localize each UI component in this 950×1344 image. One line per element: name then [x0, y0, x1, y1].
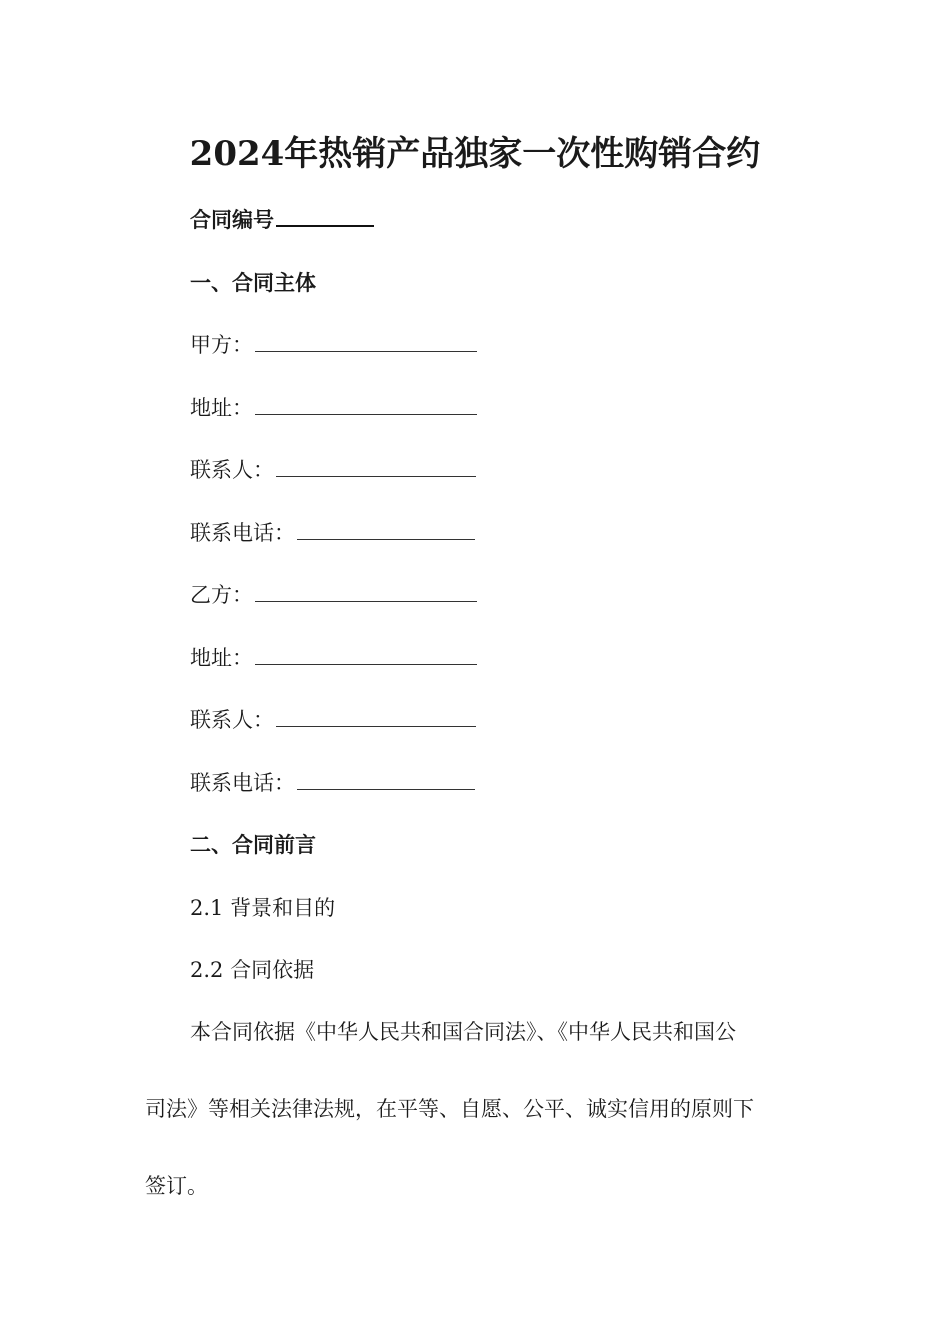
basis-paragraph-line-3: 签订。: [145, 1174, 208, 1198]
document-title: 2024年热销产品独家一次性购销合约: [189, 134, 761, 174]
party-b-phone-blank: [297, 771, 475, 790]
party-b-contact-blank: [276, 708, 476, 727]
party-b-name-blank: [255, 583, 477, 602]
party-b-name-label: 乙方：: [190, 583, 253, 607]
section-2-heading: 二、合同前言: [190, 832, 316, 857]
contract-number-label: 合同编号: [190, 207, 274, 232]
party-a-address-field: [190, 393, 477, 423]
party-b-contact-label: 联系人：: [190, 708, 274, 732]
party-a-contact-field: [190, 455, 476, 485]
basis-paragraph-line-1: 本合同依据《中华人民共和国合同法》、《中华人民共和国公: [190, 1020, 736, 1044]
party-a-address-label: 地址：: [190, 396, 253, 420]
item-2-2: 2.2 合同依据: [190, 958, 315, 982]
party-a-contact-blank: [276, 458, 476, 477]
party-b-address-field: [190, 643, 477, 673]
party-a-name-field: [190, 330, 477, 360]
item-2-1: 2.1 背景和目的: [190, 896, 336, 920]
basis-paragraph-line-2: 司法》等相关法律法规，在平等、自愿、公平、诚实信用的原则下: [145, 1097, 754, 1121]
party-b-phone-field: [190, 768, 475, 798]
party-b-phone-label: 联系电话：: [190, 771, 295, 795]
party-a-phone-field: [190, 518, 475, 548]
contract-number-field: [190, 205, 374, 235]
party-a-phone-blank: [297, 521, 475, 540]
party-b-contact-field: [190, 705, 476, 735]
party-a-phone-label: 联系电话：: [190, 521, 295, 545]
party-b-name-field: [190, 580, 477, 610]
party-a-contact-label: 联系人：: [190, 458, 274, 482]
party-a-name-label: 甲方：: [190, 333, 253, 357]
party-b-address-label: 地址：: [190, 646, 253, 670]
party-a-address-blank: [255, 396, 477, 415]
contract-number-blank: [276, 207, 374, 227]
section-1-heading: 一、合同主体: [190, 270, 316, 295]
party-a-name-blank: [255, 333, 477, 352]
party-b-address-blank: [255, 646, 477, 665]
